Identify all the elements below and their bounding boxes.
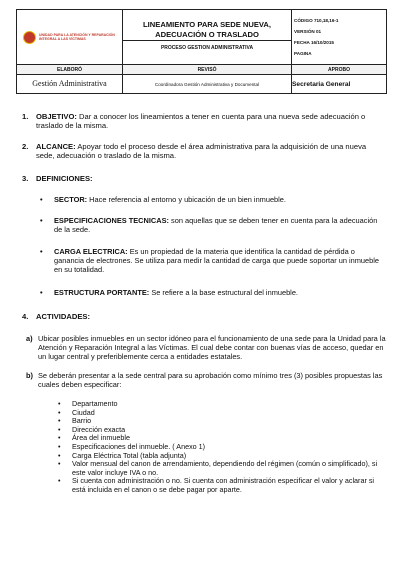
list-item-text: Área del inmueble [72, 433, 130, 443]
logo [17, 31, 122, 44]
list-item [58, 409, 388, 418]
code-cell [292, 10, 387, 65]
elaboro-value: Gestión Administrativa [17, 75, 123, 94]
list-item [58, 477, 388, 494]
definition-term: ESPECIFICACIONES TECNICAS: [54, 216, 169, 225]
list-item-text: Dirección exacta [72, 424, 126, 434]
definition-term: CARGA ELECTRICA: [54, 247, 128, 256]
col-elaboro-header: ELABORÓ [17, 65, 123, 75]
definition-item [40, 247, 385, 274]
activity-letter: a) [26, 334, 33, 343]
section-label: DEFINICIONES: [36, 174, 93, 183]
process-name: PROCESO GESTION ADMINISTRATIVA [123, 40, 291, 56]
bullet-icon: • [40, 195, 43, 204]
bullet-icon: • [58, 407, 61, 417]
bullet-icon: • [40, 288, 43, 297]
definition-item [40, 288, 385, 297]
bullet-icon: • [58, 459, 61, 469]
document-page: PAGINA [294, 51, 312, 56]
definition-text: Se refiere a la base estructural del inmueble. [149, 288, 298, 297]
section-number: 1. [22, 112, 29, 121]
document-title: LINEAMIENTO PARA SEDE NUEVA, ADECUACIÓN O TRASLADO [143, 20, 272, 39]
logo-text: UNIDAD PARA LA ATENCIÓN Y REPARACIÓN INTEGRAL A LAS VÍCTIMAS [39, 32, 115, 41]
section-label: ACTIVIDADES: [36, 312, 91, 321]
reviso-value: Coordinadora Gestión Administrativa y Documental [123, 75, 292, 94]
definition-item [40, 195, 385, 204]
activity-item [26, 334, 386, 361]
definition-term: SECTOR: [54, 195, 88, 204]
list-item [58, 400, 388, 409]
document-header [16, 9, 387, 94]
section-number: 2. [22, 142, 29, 151]
section-label: ALCANCE: [36, 142, 76, 151]
list-item-text: Barrio [72, 416, 92, 426]
list-item [58, 460, 388, 477]
definition-text: son aquellas que se deben tener en cuenta para la adecuación de la sede. [54, 216, 378, 234]
list-item-text: Especificaciones del inmueble. ( Anexo 1) [72, 441, 206, 451]
list-item-text: Ciudad [72, 407, 95, 417]
section-alcance [22, 142, 382, 160]
seal-icon [23, 31, 36, 44]
definition-item [40, 216, 385, 234]
bullet-icon: • [58, 450, 61, 460]
section-number: 4. [22, 312, 29, 321]
bullet-icon: • [58, 476, 61, 486]
section-label: OBJETIVO: [36, 112, 77, 121]
document-date: FECHA 16/10/2015 [294, 40, 334, 45]
title-cell [123, 10, 292, 65]
document-version: VERSIÓN 01 [294, 29, 322, 34]
col-reviso-header: REVISÓ [123, 65, 292, 75]
bullet-icon: • [58, 399, 61, 408]
section-actividades [22, 312, 382, 321]
section-number: 3. [22, 174, 29, 183]
definition-term: ESTRUCTURA PORTANTE: [54, 288, 150, 297]
section-text: Apoyar todo el proceso desde el área administrativa para la adquisición de una nueva sede, adecuación o traslado de la misma. [36, 142, 367, 160]
activity-letter: b) [26, 371, 33, 380]
list-item-text: Valor mensual del canon de arrendamiento, dependiendo del régimen (común o simplificado), si este valor incluye IVA o no. [72, 459, 378, 477]
section-text: Dar a conocer los lineamientos a tener en cuenta para una nueva sede adecuación o traslado de la misma. [36, 112, 366, 130]
specification-list [58, 400, 388, 495]
bullet-icon: • [58, 433, 61, 443]
bullet-icon: • [58, 441, 61, 451]
activity-text: Ubicar posibles inmuebles en un sector idóneo para el funcionamiento de una sede para la Unidad para la Atención y Reparación Integral a las Víctimas. El cual debe contar con buenas vías de acceso, quedar en un lugar central y preferiblemente cerca a entidades estatales. [38, 334, 386, 361]
bullet-icon: • [58, 416, 61, 426]
col-aprobo-header: APROBO [292, 65, 387, 75]
activity-text: Se deberán presentar a la sede central para su aprobación como mínimo tres (3) posibles propuestas las cuales deben especificar: [38, 371, 383, 389]
section-objetivo [22, 112, 382, 130]
bullet-icon: • [40, 247, 43, 256]
document-code: CÓDIGO 710,18,16-1 [294, 18, 339, 23]
bullet-icon: • [58, 424, 61, 434]
list-item-text: Carga Eléctrica Total (tabla adjunta) [72, 450, 187, 460]
list-item-text: Si cuenta con administración o no. Si cuenta con administración especificar el valor y aclarar si está incluida en el canon o se debe pagar por aparte. [72, 476, 375, 494]
activity-item [26, 371, 386, 389]
list-item-text: Departamento [72, 399, 118, 408]
definition-text: Hace referencia al entorno y ubicación de un bien inmueble. [87, 195, 286, 204]
aprobo-value: Secretaria General [292, 75, 387, 94]
logo-cell [17, 10, 123, 65]
bullet-icon: • [40, 216, 43, 225]
section-definiciones [22, 174, 382, 183]
definition-text: Es un propiedad de la materia que identifica la cantidad de pérdida o ganancia de electrones. Se utiliza para medir la cantidad de carga que puede soportar un inmueble en su totalidad. [54, 247, 379, 274]
